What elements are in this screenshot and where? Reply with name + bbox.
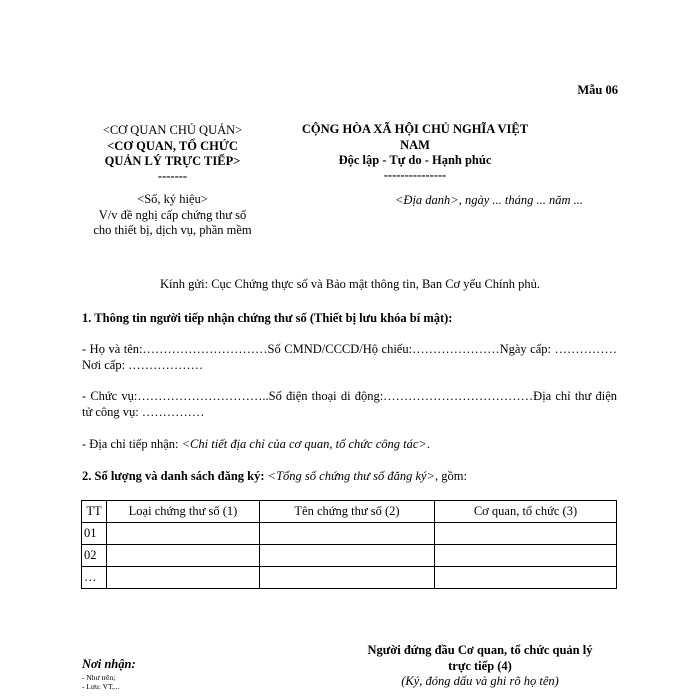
- place-date: <Địa danh>, ngày ... tháng ... năm ...: [395, 193, 584, 207]
- country-name: CỘNG HÒA XÃ HỘI CHỦ NGHĨA VIỆT NAM: [301, 122, 529, 152]
- section1-title: 1. Thông tin người tiếp nhận chứng thư số (Thiết bị lưu khóa bí mật):: [82, 311, 453, 325]
- cell-certificate-name: [260, 523, 435, 545]
- address-label: - Địa chỉ tiếp nhận:: [82, 437, 182, 451]
- document-number: <Số, ký hiệu>: [137, 192, 208, 206]
- cell-organization: [435, 545, 617, 567]
- header-certificate-name: Tên chứng thư số (2): [260, 501, 435, 523]
- left-header-divider: -------: [157, 168, 188, 183]
- field-delivery-address: [82, 437, 617, 453]
- address-value: <Chi tiết địa chỉ của cơ quan, tổ chức công tác>: [181, 437, 427, 451]
- table-header-row: [82, 501, 617, 523]
- signer-title-line2: trực tiếp (4): [448, 658, 512, 673]
- cell-certificate-type: [107, 545, 260, 567]
- signature-instruction: (Ký, đóng dấu và ghi rõ họ tên): [401, 674, 559, 689]
- issuing-agency-header: [70, 123, 275, 182]
- reference-block: [70, 192, 275, 239]
- cell-organization: [435, 523, 617, 545]
- recipients-block: [82, 657, 136, 691]
- header-organization: Cơ quan, tổ chức (3): [435, 501, 617, 523]
- cell-certificate-type: [107, 567, 260, 589]
- row-index: 01: [82, 523, 107, 545]
- right-header-divider: ---------------: [383, 167, 447, 182]
- cell-certificate-type: [107, 523, 260, 545]
- recipients-title: Nơi nhận:: [82, 657, 136, 671]
- table-row: [82, 545, 617, 567]
- field-recipient-position: - Chức vụ:…………………………..Số điện thoại di động:………………………………Địa chỉ thư điện tử công vụ: ……………: [82, 389, 617, 419]
- section2-title: [82, 469, 617, 485]
- recipient-item: - Lưu: VT,...: [82, 681, 120, 691]
- section2-value: <Tổng số chứng thư số đăng ký>: [267, 469, 435, 483]
- table-row: [82, 523, 617, 545]
- table-row: [82, 567, 617, 589]
- form-number: Mẫu 06: [577, 83, 618, 97]
- header-certificate-type: Loại chứng thư số (1): [107, 501, 260, 523]
- address-suffix: .: [426, 437, 430, 451]
- cell-certificate-name: [260, 567, 435, 589]
- subject-line2: cho thiết bị, dịch vụ, phần mềm: [93, 223, 252, 238]
- national-header: [290, 122, 540, 181]
- signature-block: [340, 643, 620, 690]
- section2-label: 2. Số lượng và danh sách đăng ký:: [82, 469, 265, 483]
- row-index: …: [82, 567, 107, 589]
- section2-suffix: , gồm:: [434, 469, 467, 483]
- managing-agency-line1: <CƠ QUAN, TỔ CHỨC: [107, 138, 238, 153]
- subject-line1: V/v đề nghị cấp chứng thư số: [98, 207, 247, 222]
- certificate-list-table: [81, 500, 617, 589]
- cell-organization: [435, 567, 617, 589]
- managing-agency-line2: QUẢN LÝ TRỰC TIẾP>: [104, 154, 241, 169]
- row-index: 02: [82, 545, 107, 567]
- national-motto: Độc lập - Tự do - Hạnh phúc: [338, 153, 492, 168]
- recipient-item: - Như trên;: [82, 672, 116, 682]
- cell-certificate-name: [260, 545, 435, 567]
- salutation: Kính gửi: Cục Chứng thực số và Bảo mật thông tin, Ban Cơ yếu Chính phủ.: [159, 277, 541, 291]
- signer-title-line1: Người đứng đầu Cơ quan, tổ chức quản lý: [367, 643, 593, 657]
- parent-agency: <CƠ QUAN CHỦ QUẢN>: [102, 123, 243, 137]
- field-recipient-name: - Họ và tên:…………………………Số CMND/CCCD/Hộ chiếu:…………………Ngày cấp: ……………Nơi cấp: ………………: [82, 342, 617, 372]
- header-index: TT: [82, 501, 107, 523]
